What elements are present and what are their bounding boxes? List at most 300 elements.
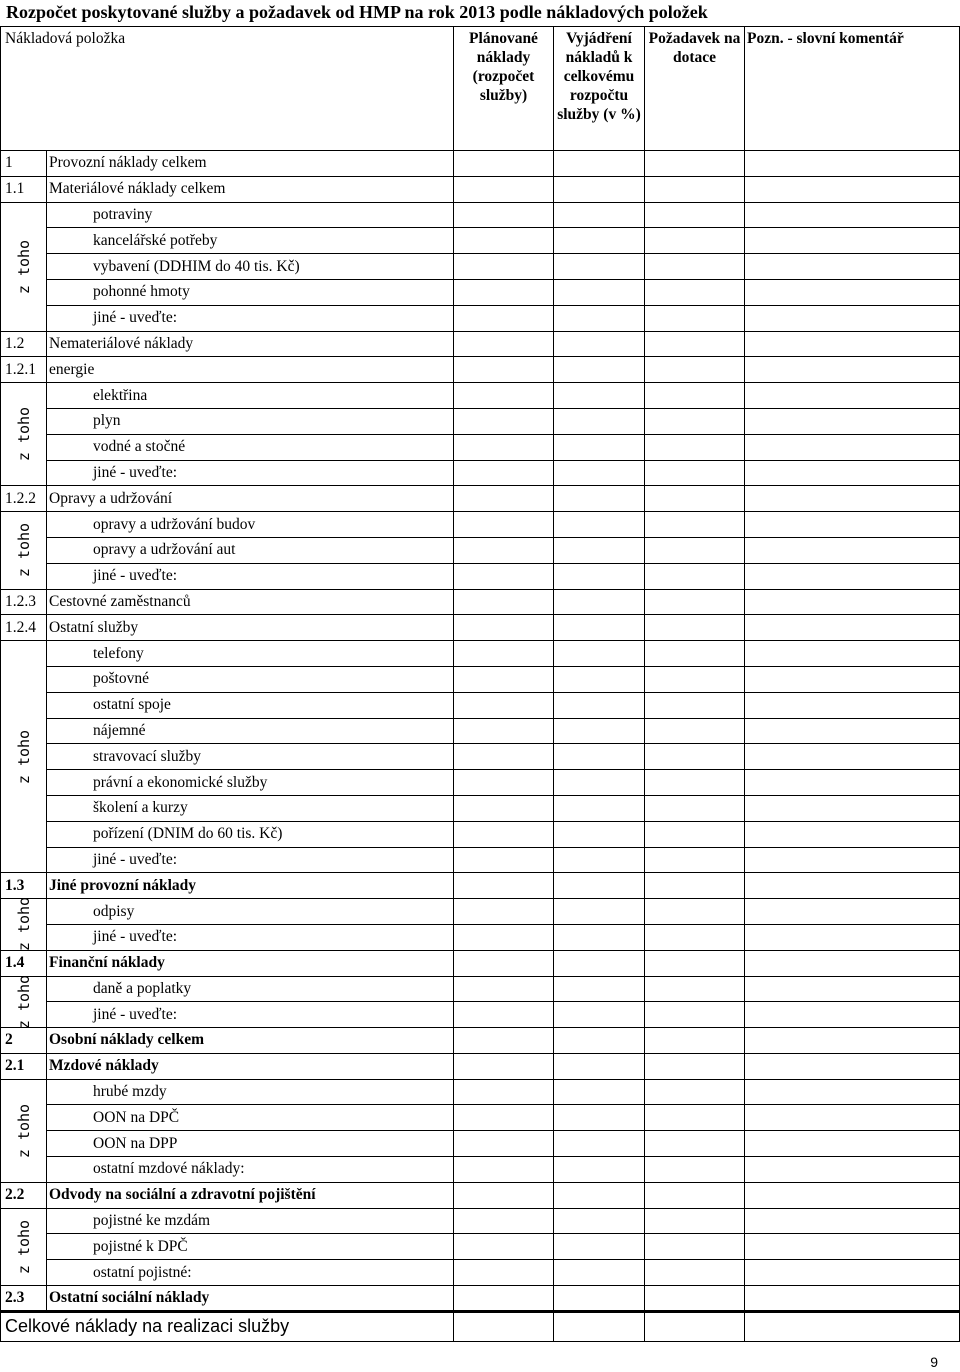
planned-cell[interactable] [454, 512, 554, 538]
total-label: Celkové náklady na realizaci služby [1, 1311, 454, 1341]
planned-cell[interactable] [454, 228, 554, 254]
request-cell[interactable] [645, 202, 745, 228]
planned-cell[interactable] [454, 847, 554, 873]
share-cell[interactable] [554, 589, 645, 615]
table-row [1, 434, 960, 460]
planned-cell[interactable] [454, 1208, 554, 1234]
comment-cell[interactable] [745, 151, 960, 177]
planned-cell[interactable] [454, 821, 554, 847]
share-cell[interactable] [554, 434, 645, 460]
row-label: Ostatní sociální náklady [47, 1286, 454, 1312]
request-cell[interactable] [645, 1234, 745, 1260]
comment-cell[interactable] [745, 486, 960, 512]
comment-cell[interactable] [745, 1260, 960, 1286]
request-cell[interactable] [645, 1208, 745, 1234]
request-cell[interactable] [645, 1182, 745, 1208]
planned-cell[interactable] [454, 486, 554, 512]
table-row [1, 305, 960, 331]
request-cell[interactable] [645, 331, 745, 357]
row-number: 1 [1, 151, 47, 177]
table-row [1, 486, 960, 512]
table-row [1, 1105, 960, 1131]
share-cell[interactable] [554, 357, 645, 383]
share-cell[interactable] [554, 486, 645, 512]
table-row [1, 744, 960, 770]
comment-cell[interactable] [745, 666, 960, 692]
share-cell[interactable] [554, 795, 645, 821]
request-cell[interactable] [645, 434, 745, 460]
row-label: hrubé mzdy [47, 1079, 454, 1105]
row-label: Mzdové náklady [47, 1053, 454, 1079]
planned-cell[interactable] [454, 1311, 554, 1341]
share-cell[interactable] [554, 331, 645, 357]
row-number: 1.4 [1, 950, 47, 976]
comment-cell[interactable] [745, 279, 960, 305]
row-label: Cestovné zaměstnanců [47, 589, 454, 615]
request-cell[interactable] [645, 924, 745, 950]
comment-cell[interactable] [745, 563, 960, 589]
table-row [1, 537, 960, 563]
table-row [1, 976, 960, 1002]
share-cell[interactable] [554, 718, 645, 744]
row-number: 1.2.2 [1, 486, 47, 512]
row-number: 1.2.1 [1, 357, 47, 383]
request-cell[interactable] [645, 821, 745, 847]
row-number: 2.3 [1, 1286, 47, 1312]
table-row [1, 1286, 960, 1312]
row-label: Ostatní služby [47, 615, 454, 641]
row-number: 2 [1, 1028, 47, 1054]
row-label: Opravy a udržování [47, 486, 454, 512]
z-toho-label: z toho [14, 729, 33, 784]
comment-cell[interactable] [745, 873, 960, 899]
z-toho-group [1, 512, 47, 589]
z-toho-label: z toho [14, 1103, 33, 1158]
row-label: Materiálové náklady celkem [47, 176, 454, 202]
table-row [1, 512, 960, 538]
share-cell[interactable] [554, 228, 645, 254]
share-cell[interactable] [554, 1105, 645, 1131]
request-cell[interactable] [645, 666, 745, 692]
planned-cell[interactable] [454, 1234, 554, 1260]
table-row [1, 873, 960, 899]
request-cell[interactable] [645, 976, 745, 1002]
planned-cell[interactable] [454, 357, 554, 383]
table-row [1, 408, 960, 434]
request-cell[interactable] [645, 795, 745, 821]
row-label: právní a ekonomické služby [47, 770, 454, 796]
row-label: Jiné provozní náklady [47, 873, 454, 899]
planned-cell[interactable] [454, 950, 554, 976]
planned-cell[interactable] [454, 1131, 554, 1157]
comment-cell[interactable] [745, 460, 960, 486]
z-toho-group [1, 1208, 47, 1285]
share-cell[interactable] [554, 383, 645, 409]
planned-cell[interactable] [454, 254, 554, 280]
request-cell[interactable] [645, 847, 745, 873]
row-label: jiné - uveďte: [47, 460, 454, 486]
comment-cell[interactable] [745, 1286, 960, 1312]
table-row [1, 176, 960, 202]
comment-cell[interactable] [745, 924, 960, 950]
planned-cell[interactable] [454, 537, 554, 563]
share-cell[interactable] [554, 976, 645, 1002]
document-title: Rozpočet poskytované služby a požadavek od HMP na rok 2013 podle nákladových položek [6, 2, 708, 22]
share-cell[interactable] [554, 1053, 645, 1079]
share-cell[interactable] [554, 1286, 645, 1312]
comment-cell[interactable] [745, 1311, 960, 1341]
comment-cell[interactable] [745, 305, 960, 331]
share-cell[interactable] [554, 1311, 645, 1341]
planned-cell[interactable] [454, 434, 554, 460]
comment-cell[interactable] [745, 770, 960, 796]
share-cell[interactable] [554, 873, 645, 899]
planned-cell[interactable] [454, 408, 554, 434]
request-cell[interactable] [645, 641, 745, 667]
planned-cell[interactable] [454, 1286, 554, 1312]
comment-cell[interactable] [745, 1079, 960, 1105]
planned-cell[interactable] [454, 589, 554, 615]
request-cell[interactable] [645, 718, 745, 744]
planned-cell[interactable] [454, 460, 554, 486]
z-toho-label: z toho [14, 523, 33, 578]
budget-table [0, 26, 960, 1342]
row-label: jiné - uveďte: [47, 563, 454, 589]
row-number: 2.1 [1, 1053, 47, 1079]
share-cell[interactable] [554, 1208, 645, 1234]
planned-cell[interactable] [454, 770, 554, 796]
table-row [1, 821, 960, 847]
request-cell[interactable] [645, 744, 745, 770]
z-toho-group [1, 1079, 47, 1182]
row-label: jiné - uveďte: [47, 847, 454, 873]
request-cell[interactable] [645, 228, 745, 254]
comment-cell[interactable] [745, 202, 960, 228]
planned-cell[interactable] [454, 1182, 554, 1208]
row-label: Odvody na sociální a zdravotní pojištění [47, 1182, 454, 1208]
z-toho-group [1, 976, 47, 1028]
share-cell[interactable] [554, 899, 645, 925]
row-label: poštovné [47, 666, 454, 692]
request-cell[interactable] [645, 1131, 745, 1157]
planned-cell[interactable] [454, 718, 554, 744]
header-item: Nákladová položka [1, 27, 454, 151]
request-cell[interactable] [645, 1105, 745, 1131]
planned-cell[interactable] [454, 383, 554, 409]
z-toho-label: z toho [14, 239, 33, 294]
z-toho-group [1, 641, 47, 873]
request-cell[interactable] [645, 563, 745, 589]
comment-cell[interactable] [745, 1182, 960, 1208]
share-cell[interactable] [554, 744, 645, 770]
row-label: ostatní spoje [47, 692, 454, 718]
share-cell[interactable] [554, 615, 645, 641]
share-cell[interactable] [554, 821, 645, 847]
request-cell[interactable] [645, 1053, 745, 1079]
row-label: OON na DPP [47, 1131, 454, 1157]
table-row [1, 331, 960, 357]
comment-cell[interactable] [745, 331, 960, 357]
row-label: elektřina [47, 383, 454, 409]
request-cell[interactable] [645, 1002, 745, 1028]
table-row [1, 202, 960, 228]
share-cell[interactable] [554, 176, 645, 202]
comment-cell[interactable] [745, 744, 960, 770]
comment-cell[interactable] [745, 1157, 960, 1183]
row-label: energie [47, 357, 454, 383]
table-row [1, 383, 960, 409]
header-request: Požadavek na dotace [645, 27, 745, 151]
row-label: potraviny [47, 202, 454, 228]
comment-cell[interactable] [745, 434, 960, 460]
share-cell[interactable] [554, 692, 645, 718]
planned-cell[interactable] [454, 563, 554, 589]
row-label: opravy a udržování aut [47, 537, 454, 563]
planned-cell[interactable] [454, 666, 554, 692]
request-cell[interactable] [645, 408, 745, 434]
planned-cell[interactable] [454, 202, 554, 228]
share-cell[interactable] [554, 151, 645, 177]
request-cell[interactable] [645, 1311, 745, 1341]
row-label: vodné a stočné [47, 434, 454, 460]
comment-cell[interactable] [745, 950, 960, 976]
share-cell[interactable] [554, 279, 645, 305]
comment-cell[interactable] [745, 976, 960, 1002]
z-toho-group [1, 202, 47, 331]
row-number: 1.1 [1, 176, 47, 202]
planned-cell[interactable] [454, 692, 554, 718]
row-label: kancelářské potřeby [47, 228, 454, 254]
comment-cell[interactable] [745, 1131, 960, 1157]
row-label: ostatní mzdové náklady: [47, 1157, 454, 1183]
request-cell[interactable] [645, 1286, 745, 1312]
comment-cell[interactable] [745, 615, 960, 641]
row-number: 1.2.3 [1, 589, 47, 615]
table-row [1, 1002, 960, 1028]
planned-cell[interactable] [454, 641, 554, 667]
z-toho-group [1, 899, 47, 951]
planned-cell[interactable] [454, 795, 554, 821]
request-cell[interactable] [645, 512, 745, 538]
request-cell[interactable] [645, 254, 745, 280]
share-cell[interactable] [554, 666, 645, 692]
planned-cell[interactable] [454, 331, 554, 357]
row-label: Nemateriálové náklady [47, 331, 454, 357]
row-label: jiné - uveďte: [47, 1002, 454, 1028]
request-cell[interactable] [645, 1260, 745, 1286]
table-row [1, 1131, 960, 1157]
z-toho-label: z toho [14, 897, 33, 952]
row-label: plyn [47, 408, 454, 434]
request-cell[interactable] [645, 537, 745, 563]
share-cell[interactable] [554, 1131, 645, 1157]
comment-cell[interactable] [745, 408, 960, 434]
request-cell[interactable] [645, 460, 745, 486]
row-label: vybavení (DDHIM do 40 tis. Kč) [47, 254, 454, 280]
request-cell[interactable] [645, 176, 745, 202]
row-label: pojistné ke mzdám [47, 1208, 454, 1234]
comment-cell[interactable] [745, 228, 960, 254]
row-label: Provozní náklady celkem [47, 151, 454, 177]
comment-cell[interactable] [745, 383, 960, 409]
request-cell[interactable] [645, 151, 745, 177]
share-cell[interactable] [554, 1079, 645, 1105]
table-row [1, 228, 960, 254]
table-row [1, 924, 960, 950]
planned-cell[interactable] [454, 899, 554, 925]
share-cell[interactable] [554, 1182, 645, 1208]
row-number: 2.2 [1, 1182, 47, 1208]
request-cell[interactable] [645, 770, 745, 796]
row-label: jiné - uveďte: [47, 924, 454, 950]
row-label: stravovací služby [47, 744, 454, 770]
table-row [1, 666, 960, 692]
planned-cell[interactable] [454, 305, 554, 331]
header-comment: Pozn. - slovní komentář [745, 27, 960, 151]
share-cell[interactable] [554, 254, 645, 280]
header-row [1, 27, 960, 151]
planned-cell[interactable] [454, 176, 554, 202]
share-cell[interactable] [554, 512, 645, 538]
comment-cell[interactable] [745, 254, 960, 280]
share-cell[interactable] [554, 563, 645, 589]
share-cell[interactable] [554, 1157, 645, 1183]
planned-cell[interactable] [454, 976, 554, 1002]
table-row [1, 279, 960, 305]
row-label: opravy a udržování budov [47, 512, 454, 538]
row-label: pojistné k DPČ [47, 1234, 454, 1260]
table-row [1, 641, 960, 667]
request-cell[interactable] [645, 950, 745, 976]
request-cell[interactable] [645, 1028, 745, 1054]
table-row [1, 1079, 960, 1105]
row-label: jiné - uveďte: [47, 305, 454, 331]
request-cell[interactable] [645, 357, 745, 383]
table-row [1, 1028, 960, 1054]
comment-cell[interactable] [745, 1053, 960, 1079]
share-cell[interactable] [554, 847, 645, 873]
planned-cell[interactable] [454, 615, 554, 641]
row-number: 1.3 [1, 873, 47, 899]
comment-cell[interactable] [745, 537, 960, 563]
row-label: odpisy [47, 899, 454, 925]
table-row [1, 1234, 960, 1260]
comment-cell[interactable] [745, 589, 960, 615]
share-cell[interactable] [554, 1234, 645, 1260]
comment-cell[interactable] [745, 1028, 960, 1054]
planned-cell[interactable] [454, 1028, 554, 1054]
header-planned: Plánované náklady (rozpočet služby) [454, 27, 554, 151]
comment-cell[interactable] [745, 899, 960, 925]
comment-cell[interactable] [745, 847, 960, 873]
planned-cell[interactable] [454, 1260, 554, 1286]
request-cell[interactable] [645, 383, 745, 409]
planned-cell[interactable] [454, 924, 554, 950]
request-cell[interactable] [645, 305, 745, 331]
share-cell[interactable] [554, 641, 645, 667]
comment-cell[interactable] [745, 176, 960, 202]
request-cell[interactable] [645, 279, 745, 305]
table-row [1, 847, 960, 873]
row-label: daně a poplatky [47, 976, 454, 1002]
share-cell[interactable] [554, 924, 645, 950]
planned-cell[interactable] [454, 279, 554, 305]
share-cell[interactable] [554, 305, 645, 331]
share-cell[interactable] [554, 537, 645, 563]
row-label: nájemné [47, 718, 454, 744]
share-cell[interactable] [554, 1260, 645, 1286]
table-row [1, 254, 960, 280]
row-label: Osobní náklady celkem [47, 1028, 454, 1054]
comment-cell[interactable] [745, 718, 960, 744]
table-row [1, 1053, 960, 1079]
comment-cell[interactable] [745, 821, 960, 847]
table-row [1, 1157, 960, 1183]
share-cell[interactable] [554, 1028, 645, 1054]
request-cell[interactable] [645, 615, 745, 641]
share-cell[interactable] [554, 950, 645, 976]
request-cell[interactable] [645, 899, 745, 925]
table-row [1, 770, 960, 796]
table-row [1, 718, 960, 744]
request-cell[interactable] [645, 873, 745, 899]
request-cell[interactable] [645, 1079, 745, 1105]
share-cell[interactable] [554, 408, 645, 434]
comment-cell[interactable] [745, 692, 960, 718]
share-cell[interactable] [554, 770, 645, 796]
row-label: pořízení (DNIM do 60 tis. Kč) [47, 821, 454, 847]
comment-cell[interactable] [745, 1208, 960, 1234]
table-row [1, 1182, 960, 1208]
table-row [1, 1260, 960, 1286]
row-label: OON na DPČ [47, 1105, 454, 1131]
comment-cell[interactable] [745, 512, 960, 538]
comment-cell[interactable] [745, 357, 960, 383]
comment-cell[interactable] [745, 795, 960, 821]
z-toho-group [1, 383, 47, 486]
planned-cell[interactable] [454, 1079, 554, 1105]
planned-cell[interactable] [454, 873, 554, 899]
planned-cell[interactable] [454, 744, 554, 770]
planned-cell[interactable] [454, 1157, 554, 1183]
table-row [1, 563, 960, 589]
row-number: 1.2 [1, 331, 47, 357]
request-cell[interactable] [645, 1157, 745, 1183]
share-cell[interactable] [554, 1002, 645, 1028]
planned-cell[interactable] [454, 151, 554, 177]
z-toho-label: z toho [14, 974, 33, 1029]
page-number: 9 [930, 1354, 938, 1370]
comment-cell[interactable] [745, 641, 960, 667]
table-row [1, 1208, 960, 1234]
table-row [1, 692, 960, 718]
request-cell[interactable] [645, 589, 745, 615]
planned-cell[interactable] [454, 1053, 554, 1079]
request-cell[interactable] [645, 486, 745, 512]
row-label: Finanční náklady [47, 950, 454, 976]
comment-cell[interactable] [745, 1002, 960, 1028]
comment-cell[interactable] [745, 1234, 960, 1260]
share-cell[interactable] [554, 202, 645, 228]
planned-cell[interactable] [454, 1002, 554, 1028]
row-number: 1.2.4 [1, 615, 47, 641]
total-row [1, 1311, 960, 1341]
share-cell[interactable] [554, 460, 645, 486]
request-cell[interactable] [645, 692, 745, 718]
comment-cell[interactable] [745, 1105, 960, 1131]
planned-cell[interactable] [454, 1105, 554, 1131]
header-share: Vyjádření nákladů k celkovému rozpočtu služby (v %) [554, 27, 645, 151]
